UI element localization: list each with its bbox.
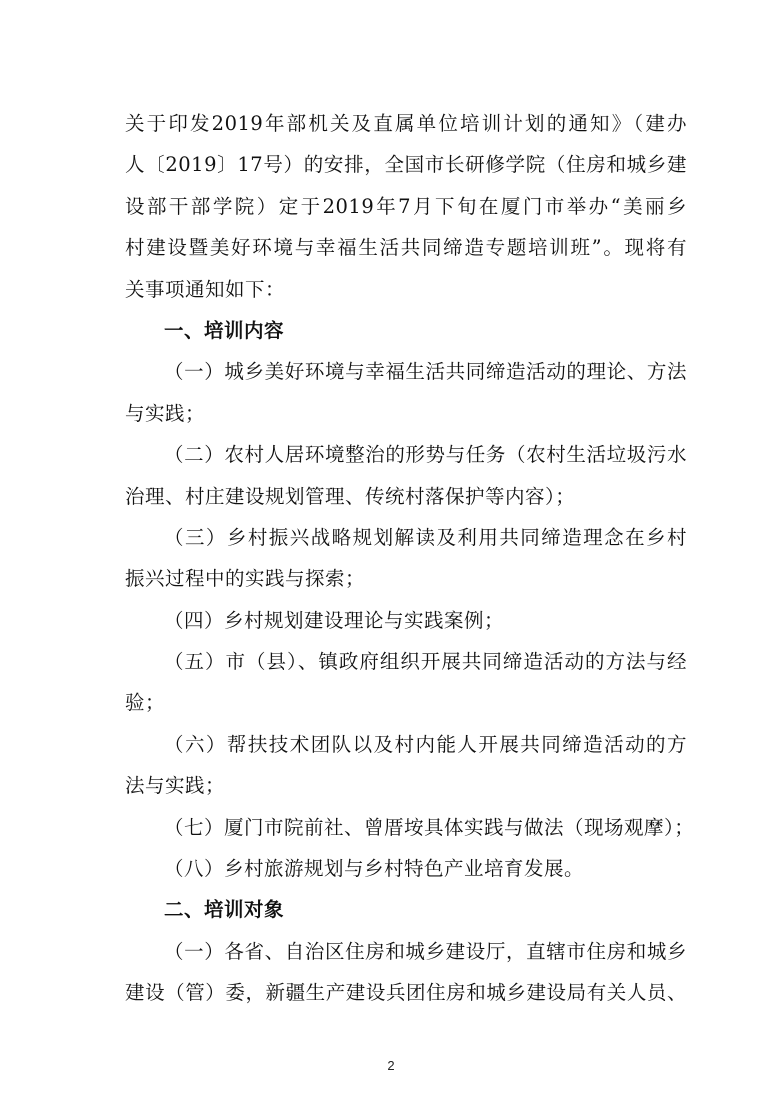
- section-heading-training-targets: 二、培训对象: [164, 898, 285, 922]
- list-item-line: 治理、村庄建设规划管理、传统村落保护等内容）；: [125, 484, 576, 508]
- list-item-line: 与实践；: [125, 401, 206, 425]
- body-line: 设部干部学院）定于2019年7月下旬在厦门市举办“美丽乡: [125, 194, 687, 218]
- list-item-line: （五）市（县）、镇政府组织开展共同缔造活动的方法与经: [164, 650, 687, 674]
- list-item-line: （六）帮扶技术团队以及村内能人开展共同缔造活动的方: [164, 732, 687, 756]
- list-item-line: （一）城乡美好环境与幸福生活共同缔造活动的理论、方法: [164, 360, 687, 384]
- list-item-line: 振兴过程中的实践与探索；: [125, 567, 366, 591]
- body-line: 关事项通知如下：: [125, 277, 286, 301]
- document-body: [125, 103, 695, 1014]
- section-heading-training-content: 一、培训内容: [164, 318, 285, 342]
- list-item-line: （一）各省、自治区住房和城乡建设厅，直辖市住房和城乡: [164, 939, 687, 963]
- list-item-line: 法与实践；: [125, 774, 226, 798]
- list-item-line: （八）乡村旅游规划与乡村特色产业培育发展。: [164, 857, 585, 881]
- body-line: 人〔2019〕17号）的安排，全国市长研修学院（住房和城乡建: [125, 153, 687, 177]
- list-item-line: 验；: [125, 691, 166, 715]
- list-item-line: （三）乡村振兴战略规划解读及利用共同缔造理念在乡村: [164, 525, 687, 549]
- list-item-line: （二）农村人居环境整治的形势与任务（农村生活垃圾污水: [164, 443, 687, 467]
- body-line: 关于印发2019年部机关及直属单位培训计划的通知》（建办: [125, 112, 687, 135]
- page-number: 2: [387, 1058, 395, 1073]
- body-line: 建设（管）委，新疆生产建设兵团住房和城乡建设局有关人员、: [125, 981, 687, 1005]
- list-item-line: （七）厦门市院前社、曾厝垵具体实践与做法（现场观摩）；: [164, 815, 695, 839]
- body-line: 村建设暨美好环境与幸福生活共同缔造专题培训班”。现将有: [125, 236, 687, 260]
- list-item-line: （四）乡村规划建设理论与实践案例；: [164, 608, 505, 632]
